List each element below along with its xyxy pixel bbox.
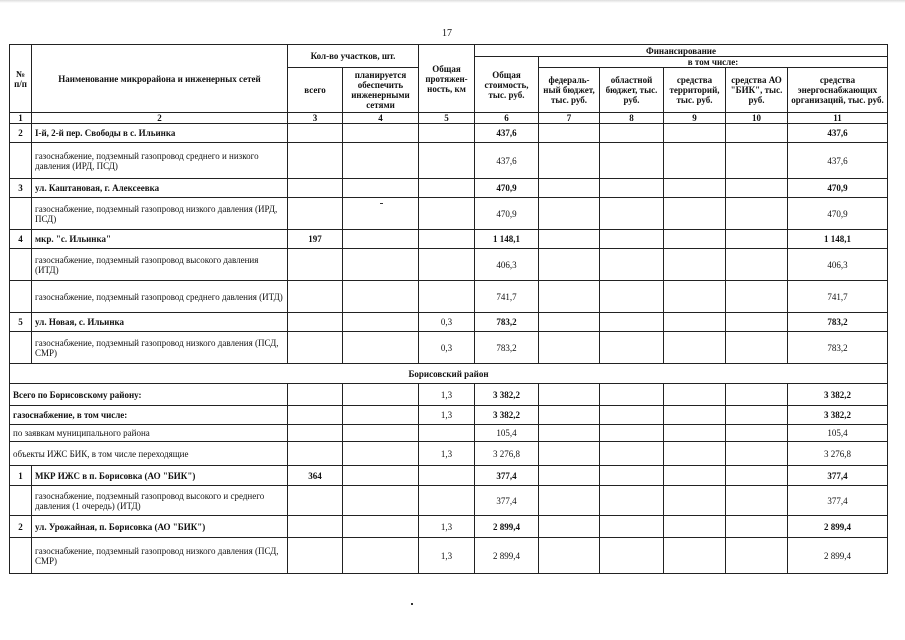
row-name: газоснабжение, подземный газопровод среднего давления (ИТД)	[32, 281, 288, 313]
table-row	[10, 124, 888, 143]
row-number	[10, 332, 32, 364]
plots-planned-cell	[343, 179, 419, 198]
total-cost-cell: 3 276,8	[475, 442, 539, 466]
empty-cell	[664, 486, 726, 516]
bik-cell	[726, 198, 788, 230]
plots-total-cell	[288, 406, 343, 425]
plots-total-cell: 364	[288, 466, 343, 486]
plots-planned-cell	[343, 466, 419, 486]
row-number	[10, 486, 32, 516]
plots-planned-cell	[343, 143, 419, 179]
header-bik: средства АО "БИК", тыс. руб.	[726, 68, 788, 113]
energy-cell: 3 276,8	[788, 442, 888, 466]
header-financing: Финансирование	[475, 45, 888, 57]
energy-cell: 377,4	[788, 486, 888, 516]
federal-cell	[539, 179, 600, 198]
column-index-cell: 5	[419, 113, 475, 124]
plots-planned-cell	[343, 313, 419, 332]
bik-cell	[726, 124, 788, 143]
table-row	[10, 332, 888, 364]
header-including: в том числе:	[539, 57, 888, 68]
column-index-cell: 2	[32, 113, 288, 124]
energy-cell: 437,6	[788, 143, 888, 179]
empty-cell	[539, 425, 600, 442]
header-length: Общая протяжен-ность, км	[419, 45, 475, 113]
row-name: газоснабжение, подземный газопровод низкого давления (ИРД, ПСД)	[32, 198, 288, 230]
plots-planned-cell	[343, 486, 419, 516]
total-cost-cell: 406,3	[475, 249, 539, 281]
total-cost-cell: 470,9	[475, 179, 539, 198]
length-cell: 1,3	[419, 442, 475, 466]
row-name: мкр. "с. Ильинка"	[32, 230, 288, 249]
bik-cell	[726, 249, 788, 281]
row-number: 3	[10, 179, 32, 198]
summary-name: газоснабжение, в том числе:	[10, 406, 288, 425]
empty-cell	[726, 384, 788, 406]
bik-cell	[726, 332, 788, 364]
empty-cell	[539, 406, 600, 425]
energy-cell: 3 382,2	[788, 406, 888, 425]
plots-planned-cell	[343, 425, 419, 442]
territories-cell	[664, 179, 726, 198]
table-row	[10, 143, 888, 179]
header-federal: федераль-ный бюджет, тыс. руб.	[539, 68, 600, 113]
regional-cell	[600, 313, 664, 332]
column-index-row	[10, 113, 888, 124]
empty-cell	[600, 406, 664, 425]
row-name: газоснабжение, подземный газопровод низкого давления (ПСД, СМР)	[32, 332, 288, 364]
row-number: 2	[10, 124, 32, 143]
row-number: 4	[10, 230, 32, 249]
bik-cell	[726, 313, 788, 332]
row-number	[10, 198, 32, 230]
empty-cell	[539, 384, 600, 406]
energy-cell: 470,9	[788, 198, 888, 230]
row-name: газоснабжение, подземный газопровод низкого давления (ПСД, СМР)	[32, 538, 288, 574]
plots-total-cell	[288, 425, 343, 442]
empty-cell	[539, 538, 600, 574]
empty-cell	[600, 538, 664, 574]
column-index-cell: 9	[664, 113, 726, 124]
scan-edge	[0, 0, 905, 3]
federal-cell	[539, 332, 600, 364]
row-number	[10, 281, 32, 313]
section-title: Борисовский район	[10, 364, 888, 384]
territories-cell	[664, 230, 726, 249]
length-cell	[419, 486, 475, 516]
energy-cell: 437,6	[788, 124, 888, 143]
plots-planned-cell	[343, 249, 419, 281]
energy-cell: 470,9	[788, 179, 888, 198]
row-number	[10, 538, 32, 574]
length-cell	[419, 425, 475, 442]
federal-cell	[539, 143, 600, 179]
regional-cell	[600, 281, 664, 313]
energy-cell: 2 899,4	[788, 538, 888, 574]
column-index-cell: 8	[600, 113, 664, 124]
total-cost-cell: 377,4	[475, 466, 539, 486]
table-row	[10, 466, 888, 486]
empty-cell	[726, 486, 788, 516]
length-cell	[419, 281, 475, 313]
total-cost-cell: 2 899,4	[475, 516, 539, 538]
regional-cell	[600, 332, 664, 364]
row-number: 2	[10, 516, 32, 538]
empty-cell	[726, 516, 788, 538]
empty-cell	[664, 384, 726, 406]
length-cell: 1,3	[419, 538, 475, 574]
plots-total-cell	[288, 486, 343, 516]
header-energy: средства энергоснабжающих организаций, тыс. руб.	[788, 68, 888, 113]
empty-cell	[600, 486, 664, 516]
length-cell	[419, 249, 475, 281]
territories-cell	[664, 281, 726, 313]
empty-cell	[600, 384, 664, 406]
empty-cell	[600, 442, 664, 466]
financing-table	[9, 44, 888, 574]
empty-cell	[539, 442, 600, 466]
column-index-cell: 10	[726, 113, 788, 124]
empty-cell	[664, 466, 726, 486]
scan-speck	[411, 603, 413, 605]
energy-cell: 741,7	[788, 281, 888, 313]
column-index-cell: 11	[788, 113, 888, 124]
total-cost-cell: 783,2	[475, 313, 539, 332]
federal-cell	[539, 230, 600, 249]
length-cell	[419, 143, 475, 179]
territories-cell	[664, 332, 726, 364]
header-plots-planned: планируется обеспечить инженерными сетями	[343, 68, 419, 113]
header-total-cost: Общая стоимость, тыс. руб.	[475, 57, 539, 113]
empty-cell	[664, 425, 726, 442]
table-row	[10, 230, 888, 249]
summary-name: по заявкам муниципального района	[10, 425, 288, 442]
plots-total-cell	[288, 143, 343, 179]
regional-cell	[600, 230, 664, 249]
plots-planned-cell	[343, 442, 419, 466]
row-number	[10, 143, 32, 179]
territories-cell	[664, 249, 726, 281]
plots-total-cell	[288, 313, 343, 332]
energy-cell: 406,3	[788, 249, 888, 281]
row-number: 5	[10, 313, 32, 332]
empty-cell	[726, 406, 788, 425]
bik-cell	[726, 281, 788, 313]
row-name: газоснабжение, подземный газопровод высокого давления (ИТД)	[32, 249, 288, 281]
plots-total-cell	[288, 516, 343, 538]
column-index-cell: 6	[475, 113, 539, 124]
plots-total-cell	[288, 198, 343, 230]
energy-cell: 1 148,1	[788, 230, 888, 249]
plots-total-cell	[288, 332, 343, 364]
total-cost-cell: 437,6	[475, 124, 539, 143]
energy-cell: 105,4	[788, 425, 888, 442]
total-cost-cell: 3 382,2	[475, 406, 539, 425]
federal-cell	[539, 198, 600, 230]
header-territories: средства территорий, тыс. руб.	[664, 68, 726, 113]
summary-name: Всего по Борисовскому району:	[10, 384, 288, 406]
plots-total-cell	[288, 442, 343, 466]
row-name: ул. Каштановая, г. Алексеевка	[32, 179, 288, 198]
page-number: 17	[442, 28, 452, 39]
plots-planned-cell	[343, 124, 419, 143]
length-cell: 1,3	[419, 384, 475, 406]
total-cost-cell: 3 382,2	[475, 384, 539, 406]
table-row	[10, 198, 888, 230]
territories-cell	[664, 313, 726, 332]
length-cell: 0,3	[419, 332, 475, 364]
energy-cell: 377,4	[788, 466, 888, 486]
plots-total-cell	[288, 384, 343, 406]
empty-cell	[600, 425, 664, 442]
row-name: I-й, 2-й пер. Свободы в с. Ильинка	[32, 124, 288, 143]
table-row	[10, 281, 888, 313]
column-index-cell: 1	[10, 113, 32, 124]
plots-planned-cell	[343, 230, 419, 249]
bik-cell	[726, 143, 788, 179]
header-num: № п/п	[10, 45, 32, 113]
column-index-cell: 4	[343, 113, 419, 124]
plots-planned-cell	[343, 332, 419, 364]
table-row	[10, 313, 888, 332]
length-cell	[419, 466, 475, 486]
plots-planned-cell	[343, 281, 419, 313]
plots-planned-cell	[343, 406, 419, 425]
length-cell	[419, 179, 475, 198]
summary-row	[10, 442, 888, 466]
plots-planned-cell	[343, 538, 419, 574]
plots-total-cell	[288, 249, 343, 281]
table-row	[10, 538, 888, 574]
row-name: ул. Новая, с. Ильинка	[32, 313, 288, 332]
total-cost-cell: 105,4	[475, 425, 539, 442]
empty-cell	[539, 516, 600, 538]
table-row	[10, 486, 888, 516]
summary-row	[10, 406, 888, 425]
bik-cell	[726, 179, 788, 198]
regional-cell	[600, 143, 664, 179]
federal-cell	[539, 124, 600, 143]
regional-cell	[600, 179, 664, 198]
length-cell	[419, 230, 475, 249]
plots-total-cell	[288, 281, 343, 313]
plots-total-cell	[288, 538, 343, 574]
table-row	[10, 179, 888, 198]
column-index-cell: 3	[288, 113, 343, 124]
empty-cell	[539, 466, 600, 486]
territories-cell	[664, 124, 726, 143]
empty-cell	[600, 516, 664, 538]
length-cell: 1,3	[419, 406, 475, 425]
energy-cell: 783,2	[788, 313, 888, 332]
federal-cell	[539, 281, 600, 313]
empty-cell	[664, 538, 726, 574]
scan-speck	[380, 203, 383, 204]
table-row	[10, 516, 888, 538]
empty-cell	[664, 442, 726, 466]
regional-cell	[600, 124, 664, 143]
plots-planned-cell	[343, 384, 419, 406]
regional-cell	[600, 198, 664, 230]
plots-total-cell	[288, 124, 343, 143]
total-cost-cell: 783,2	[475, 332, 539, 364]
federal-cell	[539, 313, 600, 332]
total-cost-cell: 2 899,4	[475, 538, 539, 574]
summary-name: объекты ИЖС БИК, в том числе переходящие	[10, 442, 288, 466]
header-regional: областной бюджет, тыс. руб.	[600, 68, 664, 113]
empty-cell	[726, 538, 788, 574]
header-name: Наименование микрорайона и инженерных сетей	[32, 45, 288, 113]
summary-row	[10, 425, 888, 442]
empty-cell	[726, 442, 788, 466]
column-index-cell: 7	[539, 113, 600, 124]
plots-planned-cell	[343, 516, 419, 538]
length-cell	[419, 124, 475, 143]
header-plots-total: всего	[288, 68, 343, 113]
header-plots: Кол-во участков, шт.	[288, 45, 419, 68]
length-cell	[419, 198, 475, 230]
empty-cell	[664, 406, 726, 425]
row-name: газоснабжение, подземный газопровод среднего и низкого давления (ИРД, ПСД)	[32, 143, 288, 179]
energy-cell: 783,2	[788, 332, 888, 364]
total-cost-cell: 1 148,1	[475, 230, 539, 249]
summary-row	[10, 384, 888, 406]
empty-cell	[539, 486, 600, 516]
row-number: 1	[10, 466, 32, 486]
regional-cell	[600, 249, 664, 281]
row-name: ул. Урожайная, п. Борисовка (АО "БИК")	[32, 516, 288, 538]
territories-cell	[664, 198, 726, 230]
row-name: газоснабжение, подземный газопровод высокого и среднего давления (1 очередь) (ИТД)	[32, 486, 288, 516]
table-row	[10, 249, 888, 281]
row-number	[10, 249, 32, 281]
total-cost-cell: 377,4	[475, 486, 539, 516]
length-cell: 0,3	[419, 313, 475, 332]
energy-cell: 2 899,4	[788, 516, 888, 538]
length-cell: 1,3	[419, 516, 475, 538]
row-name: МКР ИЖС в п. Борисовка (АО "БИК")	[32, 466, 288, 486]
empty-cell	[600, 466, 664, 486]
territories-cell	[664, 143, 726, 179]
empty-cell	[726, 425, 788, 442]
plots-total-cell	[288, 179, 343, 198]
federal-cell	[539, 249, 600, 281]
plots-total-cell: 197	[288, 230, 343, 249]
total-cost-cell: 741,7	[475, 281, 539, 313]
energy-cell: 3 382,2	[788, 384, 888, 406]
total-cost-cell: 437,6	[475, 143, 539, 179]
empty-cell	[726, 466, 788, 486]
total-cost-cell: 470,9	[475, 198, 539, 230]
empty-cell	[664, 516, 726, 538]
bik-cell	[726, 230, 788, 249]
